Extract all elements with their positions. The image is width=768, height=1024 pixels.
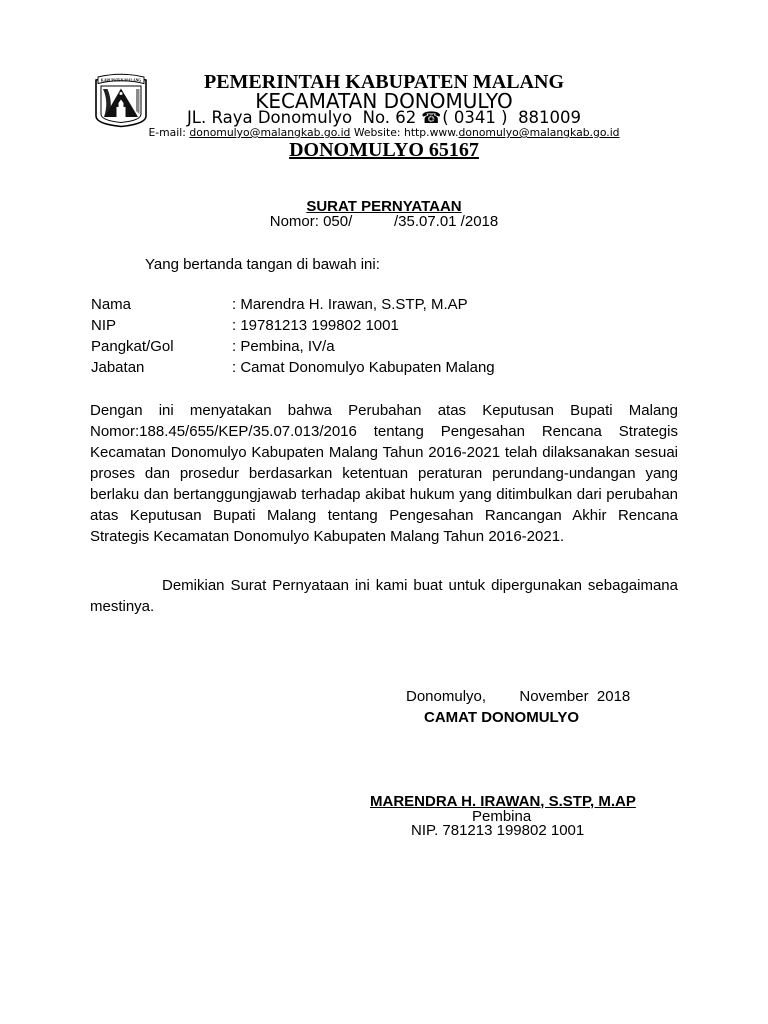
signatory-nip: NIP. 781213 199802 1001: [411, 821, 585, 839]
identity-row: [91, 315, 681, 336]
paragraph-line: Strategis Kecamatan Donomulyo Kabupaten Malang Tahun 2016-2021.: [90, 527, 565, 545]
email-link: donomulyo@malangkab.go.id: [189, 126, 351, 139]
email-label: E-mail:: [148, 126, 186, 139]
identity-value: : Camat Donomulyo Kabupaten Malang: [232, 358, 495, 376]
closing-paragraph: [90, 575, 678, 617]
statement-paragraph: [90, 400, 678, 547]
website-link: donomulyo@malangkab.go.id: [458, 126, 620, 139]
letter-number: Nomor: 050/ /35.07.01 /2018: [269, 212, 499, 230]
paragraph-line: Kecamatan Donomulyo Kabupaten Malang Tahun 2016-2021 telah dilaksanakan sesuai: [90, 443, 678, 461]
letter-heading: SURAT PERNYATAAN: [306, 197, 462, 215]
paragraph-line: berlaku dan bertanggungjawab terhadap akibat hukum yang ditimbulkan dari perubahan: [90, 485, 678, 503]
government-title: PEMERINTAH KABUPATEN MALANG: [204, 71, 564, 93]
signatory-rank: Pembina: [472, 807, 532, 825]
identity-row: [91, 357, 681, 378]
place-date: Donomulyo, November 2018: [406, 687, 631, 705]
emblem-banner-text: KABUPATEN MALANG: [100, 78, 142, 83]
identity-row: [91, 294, 681, 315]
paragraph-line: Demikian Surat Pernyataan ini kami buat untuk dipergunakan sebagaimana: [162, 576, 678, 594]
identity-label: Nama: [91, 295, 132, 313]
paragraph-line: Dengan ini menyatakan bahwa Perubahan atas Keputusan Bupati Malang: [90, 401, 678, 419]
paragraph-line: proses dan prosedur berdasarkan ketentuan peraturan perundang-undangan yang: [90, 464, 678, 482]
identity-label: NIP: [91, 316, 117, 334]
paragraph-line: mestinya.: [90, 597, 155, 615]
identity-label: Jabatan: [91, 358, 145, 376]
website-label: Website: http.www.: [353, 126, 459, 139]
paragraph-line: Nomor:188.45/655/KEP/35.07.013/2016 tentang Pengesahan Rencana Strategis: [90, 422, 678, 440]
identity-table: [91, 294, 681, 378]
identity-row: [91, 336, 681, 357]
identity-value: : Marendra H. Irawan, S.STP, M.AP: [232, 295, 468, 313]
signatory-name: MARENDRA H. IRAWAN, S.STP, M.AP: [370, 792, 636, 810]
phone-number: ( 0341 ) 881009: [442, 108, 582, 127]
intro-text: Yang bertanda tangan di bawah ini:: [145, 255, 380, 273]
telephone-icon: ☎: [421, 108, 442, 127]
identity-value: : 19781213 199802 1001: [232, 316, 399, 334]
contact-line: [0, 127, 768, 139]
street-address: JL. Raya Donomulyo No. 62: [186, 108, 417, 127]
postal-address: DONOMULYO 65167: [289, 139, 479, 161]
district-title: KECAMATAN DONOMULYO: [255, 89, 513, 113]
paragraph-line: atas Keputusan Bupati Malang tentang Pengesahan Rancangan Akhir Rencana: [90, 506, 678, 524]
signatory-position: CAMAT DONOMULYO: [424, 708, 579, 726]
identity-value: : Pembina, IV/a: [232, 337, 335, 355]
identity-label: Pangkat/Gol: [91, 337, 174, 355]
address-line: [0, 108, 768, 128]
